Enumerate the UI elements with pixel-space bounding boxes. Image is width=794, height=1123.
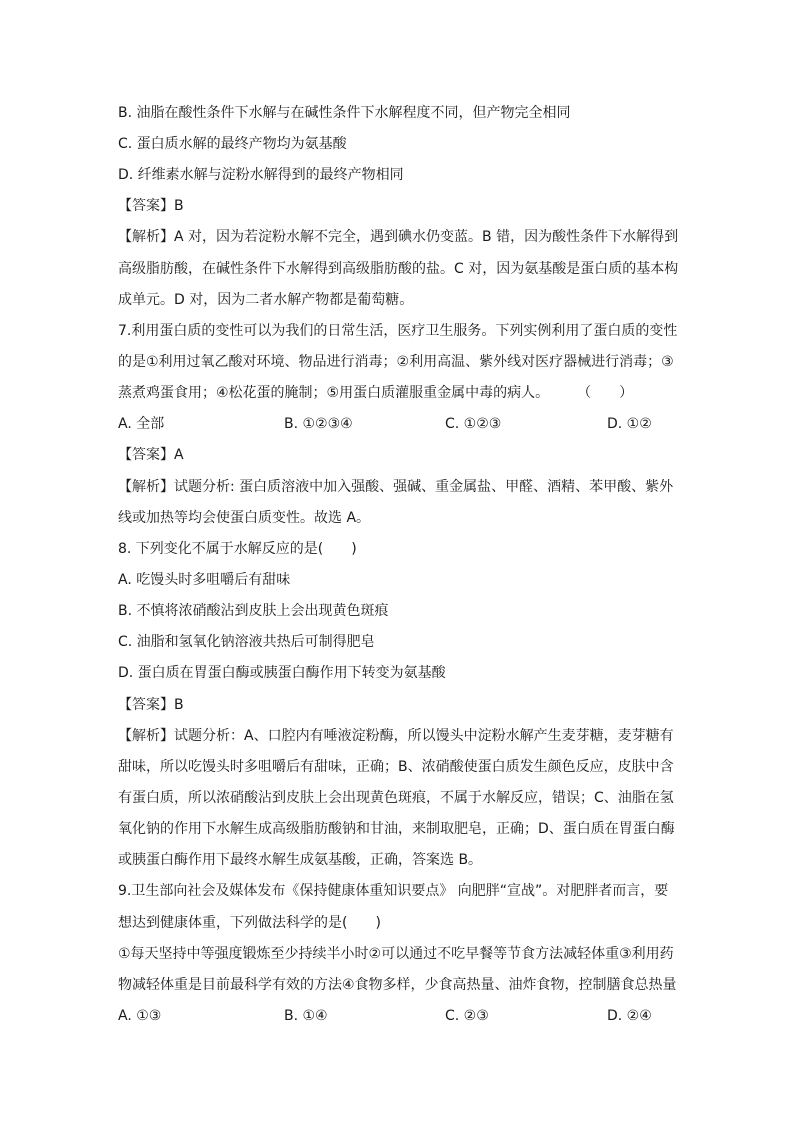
answer-7: 【答案】A [118,447,184,463]
q9-option-d: D. ②④ [607,1008,652,1024]
question-9-line-2: 想达到健康体重，下列做法科学的是( ) [118,915,381,931]
analysis-7-line-2: 线或加热等均会使蛋白质变性。故选 A。 [118,510,371,526]
q8-option-c: C. 油脂和氢氧化钠溶液共热后可制得肥皂 [118,634,375,650]
line-1: B. 油脂在酸性条件下水解与在碱性条件下水解程度不同，但产物完全相同 [118,105,571,121]
q8-option-a: A. 吃馒头时多咀嚼后有甜味 [118,572,291,588]
analysis-6-line-1: 【解析】A 对，因为若淀粉水解不完全，遇到碘水仍变蓝。B 错，因为酸性条件下水解得到 [118,229,679,245]
q7-option-d: D. ①② [607,416,652,432]
answer-8: 【答案】B [118,697,184,713]
q7-option-b: B. ①②③④ [284,416,353,432]
q9-option-c: C. ②③ [445,1008,489,1024]
question-7-line-1: 7.利用蛋白质的变性可以为我们的日常生活，医疗卫生服务。下列实例利用了蛋白质的变性 [118,323,678,339]
question-9-line-4: 物减轻体重是目前最科学有效的方法④食物多样，少食高热量、油炸食物，控制膳食总热量 [118,977,677,993]
question-9-line-3: ①每天坚持中等强度锻炼至少持续半小时②可以通过不吃早餐等节食方法减轻体重③利用药 [118,946,674,962]
question-7-line-2: 的是①利用过氧乙酸对环境、物品进行消毒；②利用高温、紫外线对医疗器械进行消毒；③ [118,354,674,370]
analysis-8-line-3: 有蛋白质，所以浓硝酸沾到皮肤上会出现黄色斑痕，不属于水解反应，错误；C、油脂在氢 [118,790,674,806]
line-2: C. 蛋白质水解的最终产物均为氨基酸 [118,136,347,152]
analysis-6-line-2: 高级脂肪酸，在碱性条件下水解得到高级脂肪酸的盐。C 对，因为氨基酸是蛋白质的基本构 [118,261,679,277]
analysis-8-line-4: 氧化钠的作用下水解生成高级脂肪酸钠和甘油，来制取肥皂，正确；D、蛋白质在胃蛋白酶 [118,821,675,837]
analysis-8-line-2: 甜味，所以吃馒头时多咀嚼后有甜味，正确；B、浓硝酸使蛋白质发生颜色反应，皮肤中含 [118,759,674,775]
question-9-line-1: 9.卫生部向社会及媒体发布《保持健康体重知识要点》 向肥胖“宣战”。对肥胖者而言，要 [118,883,669,899]
line-3: D. 纤维素水解与淀粉水解得到的最终产物相同 [118,167,404,183]
question-8: 8. 下列变化不属于水解反应的是( ) [118,541,357,557]
analysis-8-line-5: 或胰蛋白酶作用下最终水解生成氨基酸，正确，答案选 B。 [118,852,483,868]
analysis-6-line-3: 成单元。D 对，因为二者水解产物都是葡萄糖。 [118,292,414,308]
q9-option-b: B. ①④ [284,1008,328,1024]
q7-option-c: C. ①②③ [445,416,502,432]
q9-option-a: A. ①③ [118,1008,162,1024]
q8-option-b: B. 不慎将浓硝酸沾到皮肤上会出现黄色斑痕 [118,603,389,619]
analysis-7-line-1: 【解析】试题分析: 蛋白质溶液中加入强酸、强碱、重金属盐、甲醛、酒精、苯甲酸、紫外 [118,479,674,495]
q8-option-d: D. 蛋白质在胃蛋白酶或胰蛋白酶作用下转变为氨基酸 [118,665,446,681]
answer-6: 【答案】B [118,198,184,214]
q7-option-a: A. 全部 [118,416,165,432]
analysis-8-line-1: 【解析】试题分析：A、口腔内有唾液淀粉酶，所以馒头中淀粉水解产生麦芽糖，麦芽糖有 [118,728,674,744]
question-7-line-3: 蒸煮鸡蛋食用；④松花蛋的腌制；⑤用蛋白质灌服重金属中毒的病人。 （ ） [118,385,634,401]
